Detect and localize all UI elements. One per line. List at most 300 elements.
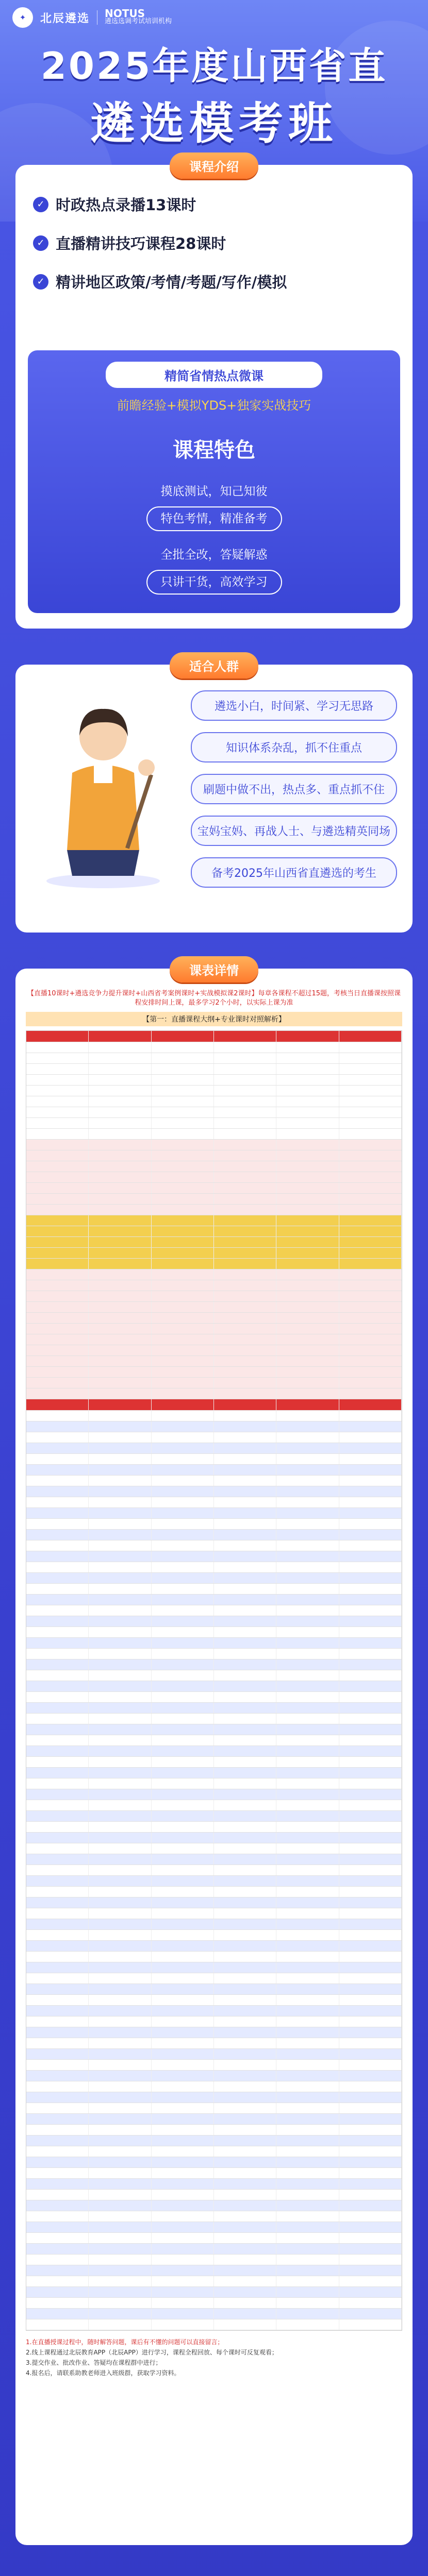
table-cell [26,1638,89,1648]
table-cell [89,1573,151,1583]
table-cell [214,1486,276,1497]
table-cell [89,2092,151,2103]
table-cell [214,1140,276,1150]
table-cell [26,1140,89,1150]
table-row [26,1562,402,1573]
table-cell [214,2146,276,2157]
table-cell [26,1649,89,1659]
table-row [26,1584,402,1595]
table-cell [152,2027,214,2038]
table-row [26,1161,402,1172]
table-cell [152,1356,214,1366]
table-cell [276,1627,339,1637]
table-row [26,1096,402,1107]
table-cell [152,1768,214,1778]
table-row [26,1075,402,1086]
table-row [26,1897,402,1908]
table-cell [89,1530,151,1540]
table-cell [276,2255,339,2265]
check-icon: ✓ [33,235,48,251]
table-cell [214,1291,276,1301]
table-cell [89,1778,151,1789]
table-cell [339,2125,402,2135]
table-cell [339,1519,402,1529]
table-cell [339,2071,402,2081]
table-cell [89,2038,151,2048]
table-cell [339,1692,402,1702]
table-row [26,1952,402,1962]
table-row [26,1313,402,1324]
table-cell [152,1248,214,1258]
table-cell [276,1681,339,1691]
audience-item: 遴选小白，时间紧、学习无思路 [191,690,397,721]
table-cell [339,1724,402,1735]
table-cell [276,2136,339,2146]
table-cell [26,2319,89,2330]
audience-item: 知识体系杂乱，抓不住重点 [191,732,397,762]
table-cell [214,1172,276,1182]
table-cell [152,1854,214,1865]
table-row [26,1865,402,1876]
table-cell [26,2125,89,2135]
table-row [26,1854,402,1865]
table-cell [214,2049,276,2059]
table-cell [339,2027,402,2038]
table-cell [152,1476,214,1486]
table-cell [276,1064,339,1074]
table-cell [276,1096,339,1107]
table-cell [152,1280,214,1291]
table-cell [214,2157,276,2167]
table-row [26,1746,402,1757]
table-cell [276,1508,339,1518]
table-cell [276,1757,339,1767]
table-cell [214,1388,276,1399]
table-cell [26,1356,89,1366]
table-cell [276,1280,339,1291]
table-row [26,2255,402,2265]
table-cell [89,1659,151,1670]
table-cell [339,1237,402,1247]
table-cell [26,2265,89,2276]
table-cell [152,1887,214,1897]
table-cell [26,1280,89,1291]
table-note: 【直播10课时+遴选竞争力提升课时+山西省考案例课时+实战模拟课2课时】每章各课程不超过15题，考核当日直播课按照课程安排时间上课，最多学习2个小时，以实际上课为准 [27,990,401,1007]
table-cell [89,1237,151,1247]
table-cell [214,1941,276,1951]
table-cell [276,1226,339,1236]
table-cell [276,1887,339,1897]
table-cell [89,1627,151,1637]
table-cell [339,1616,402,1626]
table-cell [152,1692,214,1702]
table-row [26,2103,402,2114]
table-row [26,2190,402,2200]
intro-item: ✓ 精讲地区政策/考情/考题/写作/模拟 [33,271,395,292]
table-cell [26,1031,89,1042]
table-cell [339,1411,402,1421]
table-cell [214,1757,276,1767]
table-cell [339,1540,402,1551]
table-cell [276,2016,339,2027]
table-cell [26,1605,89,1616]
table-cell [89,2006,151,2016]
table-cell [26,2146,89,2157]
table-cell [214,2309,276,2319]
table-cell [214,2114,276,2124]
table-cell [89,1432,151,1443]
table-cell [26,1984,89,1994]
table-cell [339,1670,402,1681]
table-cell [26,1399,89,1410]
table-row [26,2319,402,2330]
table-cell [276,1042,339,1053]
table-cell [26,1584,89,1594]
table-cell [152,1822,214,1832]
table-cell [152,1411,214,1421]
table-row [26,1703,402,1714]
intro-list [15,165,413,292]
table-cell [276,2125,339,2135]
brand-name: 北辰遴选 [40,12,90,25]
table-cell [152,2200,214,2211]
table-cell [152,2081,214,2092]
table-cell [152,1107,214,1117]
table-cell [26,1042,89,1053]
table-row [26,2157,402,2168]
table-cell [152,2309,214,2319]
table-cell [152,1486,214,1497]
feature-panel [28,350,400,613]
table-row [26,1205,402,1215]
table-cell [89,1411,151,1421]
table-row [26,1811,402,1822]
table-cell [26,1530,89,1540]
table-row [26,1118,402,1129]
table-cell [214,1876,276,1886]
table-cell [152,1605,214,1616]
table-row [26,2222,402,2233]
table-cell [214,1659,276,1670]
table-row [26,2244,402,2255]
table-cell [276,2211,339,2222]
table-cell [276,2157,339,2167]
table-cell [339,1454,402,1464]
table-cell [89,1096,151,1107]
table-cell [26,1962,89,1973]
table-cell [214,1378,276,1388]
table-cell [89,1053,151,1063]
table-cell [276,1897,339,1908]
table-cell [89,2125,151,2135]
table-cell [214,1995,276,2005]
audience-item: 备考2025年山西省直遴选的考生 [191,857,397,888]
panel-subtitle: 前瞻经验+模拟YDS+独家实战技巧 [117,398,311,413]
table-cell [339,1962,402,1973]
table-cell [152,1421,214,1432]
table-cell [339,2006,402,2016]
feature-item: 全批全改，答疑解惑 只讲干货，高效学习 [80,542,348,595]
table-cell [26,1107,89,1117]
table-cell [276,1800,339,1810]
table-cell [152,2255,214,2265]
table-row [26,2146,402,2157]
brand-sub-top: NOTUS [105,7,145,20]
table-cell [89,1757,151,1767]
table-cell [276,1703,339,1713]
table-cell [89,2179,151,2189]
table-cell [214,1735,276,1745]
table-cell [339,1140,402,1150]
table-cell [26,1692,89,1702]
brand-sub-bottom: 遴选选调考试培训机构 [105,18,172,25]
table-row [26,1388,402,1399]
table-cell [214,1205,276,1215]
table-cell [214,1854,276,1865]
table-cell [339,2255,402,2265]
table-cell [89,1454,151,1464]
table-cell [276,1811,339,1821]
table-cell [152,1215,214,1226]
table-cell [26,1952,89,1962]
table-cell [214,1075,276,1085]
table-cell [276,1930,339,1940]
table-cell [214,2190,276,2200]
table-cell [339,1843,402,1854]
table-cell [339,2309,402,2319]
table-cell [339,2103,402,2113]
table-cell [26,1205,89,1215]
table-cell [26,1118,89,1128]
table-row [26,1605,402,1616]
table-cell [26,1248,89,1258]
table-cell [339,2222,402,2232]
table-cell [89,1822,151,1832]
table-cell [89,2309,151,2319]
table-cell [89,2276,151,2286]
table-cell [152,1465,214,1475]
table-cell [89,1714,151,1724]
table-cell [26,1064,89,1074]
table-cell [26,2168,89,2178]
table-row [26,1031,402,1042]
table-cell [89,1324,151,1334]
table-cell [214,1778,276,1789]
table-row [26,1269,402,1280]
table-cell [214,1692,276,1702]
table-row [26,1248,402,1259]
table-cell [214,1194,276,1204]
table-row [26,2233,402,2244]
table-cell [276,1605,339,1616]
footnote: 3.提交作业、批改作业、答疑均在课程群中进行； [26,2359,162,2366]
table-cell [214,1670,276,1681]
table-cell [339,1150,402,1161]
table-cell [26,2309,89,2319]
table-row [26,1356,402,1367]
table-cell [26,1746,89,1756]
table-footnotes [15,2331,413,2384]
table-cell [152,1811,214,1821]
table-cell [339,1388,402,1399]
table-cell [276,1269,339,1280]
table-row [26,2038,402,2049]
table-cell [89,2298,151,2308]
table-cell [339,1107,402,1117]
table-cell [214,2016,276,2027]
panel-title: 精简省情热点微课 [106,362,322,388]
table-cell [89,1356,151,1366]
table-cell [276,1649,339,1659]
table-cell [26,1367,89,1377]
audience-item: 刷题中做不出，热点多、重点抓不住 [191,774,397,804]
table-cell [214,1107,276,1117]
course-schedule-table [26,1030,402,2331]
table-row [26,1724,402,1735]
intro-item: ✓ 时政热点录播13课时 [33,194,395,215]
table-cell [214,1724,276,1735]
table-cell [339,1703,402,1713]
table-cell [89,1508,151,1518]
table-cell [152,1941,214,1951]
table-row [26,1627,402,1638]
table-cell [214,1865,276,1875]
table-cell [152,1259,214,1269]
table-cell [26,2071,89,2081]
table-cell [339,1876,402,1886]
table-cell [276,1746,339,1756]
table-cell [214,2265,276,2276]
table-cell [26,2016,89,2027]
table-cell [276,1237,339,1247]
table-cell [339,1129,402,1139]
table-cell [89,1897,151,1908]
table-cell [152,1118,214,1128]
table-cell [276,2190,339,2200]
table-cell [89,1984,151,1994]
table-cell [89,1562,151,1572]
table-row [26,2006,402,2016]
table-cell [339,2136,402,2146]
table-cell [339,1768,402,1778]
table-cell [339,1584,402,1594]
table-cell [339,1356,402,1366]
table-cell [89,1421,151,1432]
table-cell [339,2157,402,2167]
table-cell [152,1454,214,1464]
table-cell [276,1367,339,1377]
table-cell [214,1887,276,1897]
table-row [26,1714,402,1724]
table-row [26,1399,402,1411]
table-cell [152,1378,214,1388]
table-cell [339,1215,402,1226]
table-cell [152,1313,214,1323]
table-cell [214,1984,276,1994]
table-cell [26,2103,89,2113]
table-cell [214,1962,276,1973]
table-cell [89,2016,151,2027]
table-cell [339,2081,402,2092]
table-cell [152,1291,214,1301]
table-cell [26,1508,89,1518]
table-cell [152,2157,214,2167]
table-cell [214,1345,276,1355]
table-cell [26,1735,89,1745]
table-cell [276,1291,339,1301]
table-cell [214,1952,276,1962]
table-row [26,1486,402,1497]
table-cell [276,1962,339,1973]
table-cell [276,2081,339,2092]
table-row [26,2287,402,2298]
table-cell [214,1508,276,1518]
table-cell [276,1735,339,1745]
table-cell [214,1280,276,1291]
table-cell [214,2006,276,2016]
table-row [26,1367,402,1378]
table-cell [89,1042,151,1053]
table-cell [26,1313,89,1323]
table-cell [276,1876,339,1886]
feature-grid [80,479,348,595]
table-cell [339,1757,402,1767]
table-cell [89,1140,151,1150]
table-cell [339,2114,402,2124]
table-row [26,1042,402,1053]
table-cell [89,1995,151,2005]
table-cell [214,1269,276,1280]
brand-logo-row [12,7,172,28]
table-row [26,1421,402,1432]
table-cell [339,1161,402,1172]
table-cell [276,2071,339,2081]
table-cell [214,2287,276,2297]
table-cell [214,1042,276,1053]
table-cell [214,1811,276,1821]
audience-card [15,659,413,933]
table-row [26,1551,402,1562]
table-cell [26,1194,89,1204]
table-row [26,1226,402,1237]
table-cell [26,1768,89,1778]
table-cell [276,1843,339,1854]
table-cell [152,2244,214,2254]
table-cell [276,1302,339,1312]
table-cell [26,1908,89,1919]
table-cell [89,1605,151,1616]
table-cell [89,2027,151,2038]
table-row [26,1681,402,1692]
table-cell [214,1919,276,1929]
table-cell [214,1064,276,1074]
table-cell [339,1595,402,1605]
table-cell [339,1897,402,1908]
table-cell [26,1714,89,1724]
table-cell [276,2265,339,2276]
table-cell [339,1183,402,1193]
table-cell [339,1476,402,1486]
table-cell [339,1746,402,1756]
table-cell [89,2146,151,2157]
table-row [26,1887,402,1897]
table-cell [152,1800,214,1810]
course-table-card [15,963,413,2545]
table-cell [89,1031,151,1042]
table-cell [152,1952,214,1962]
table-cell [339,1508,402,1518]
table-cell [276,2060,339,2070]
